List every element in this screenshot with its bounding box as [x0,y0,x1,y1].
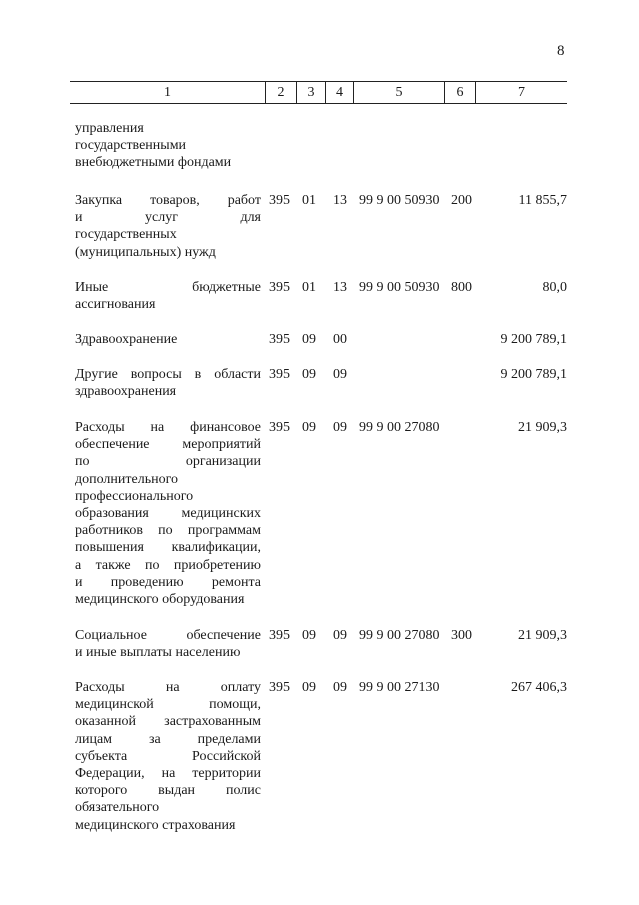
cell-subsection: 00 [333,332,347,347]
description-line: Закупка товаров, работ [75,193,261,208]
cell-target-article: 99 9 00 27080 [359,628,440,643]
cell-section: 01 [302,193,316,208]
cell-section: 09 [302,680,316,695]
cell-subsection: 13 [333,280,347,295]
description-line: и услуг для [75,210,261,226]
cell-section: 09 [302,332,316,347]
description-line: субъекта Российской [75,748,261,764]
cell-section: 01 [302,280,316,295]
description-line: здравоохранения [75,384,177,400]
description-line: работников по программам [75,523,261,539]
cell-target-article: 99 9 00 27080 [359,420,440,435]
description-line: и иные выплаты населению [75,645,241,661]
row-description [75,331,261,348]
cell-amount: 267 406,3 [511,680,567,695]
description-line: ассигнования [75,297,156,313]
cell-admin-code: 395 [269,367,290,382]
description-line: Другие вопросы в области [75,367,261,382]
cell-admin-code: 395 [269,280,290,295]
row-description [75,419,261,608]
cell-section: 09 [302,367,316,382]
description-line: и проведению ремонта [75,574,261,590]
description-line: по организации [75,454,261,470]
description-line: обязательного [75,800,160,816]
description-line: Расходы на финансовое [75,420,261,435]
cell-subsection: 09 [333,628,347,643]
cell-admin-code: 395 [269,680,290,695]
header-col-4: 4 [326,82,354,103]
description-line: внебюджетными фондами [75,155,232,171]
cell-subsection: 09 [333,420,347,435]
cell-amount: 21 909,3 [518,628,567,643]
row-description [75,366,261,400]
description-line: государственных [75,227,177,243]
description-line: лицам за пределами [75,731,261,747]
cell-target-article: 99 9 00 50930 [359,280,440,295]
description-line: государственными [75,138,187,154]
cell-amount: 11 855,7 [518,193,567,208]
row-description [75,679,261,834]
description-line: Здравоохранение [75,332,178,347]
cell-expense-type: 800 [451,280,472,295]
description-line: Иные бюджетные [75,280,261,295]
cell-amount: 21 909,3 [518,420,567,435]
cell-expense-type: 300 [451,628,472,643]
description-line: профессионального [75,488,194,504]
row-description [75,120,261,172]
cell-amount: 9 200 789,1 [500,367,567,382]
table-header [70,81,567,104]
cell-admin-code: 395 [269,332,290,347]
header-col-2: 2 [266,82,297,103]
description-line: обеспечение мероприятий [75,437,261,453]
description-line: Федерации, на территории [75,765,261,781]
description-line: которого выдан полис [75,783,261,799]
description-line: оказанной застрахованным [75,714,261,730]
description-line: Расходы на оплату [75,680,261,695]
description-line: медицинского страхования [75,817,236,833]
header-col-6: 6 [445,82,476,103]
cell-target-article: 99 9 00 50930 [359,193,440,208]
cell-admin-code: 395 [269,193,290,208]
description-line: повышения квалификации, [75,540,261,556]
description-line: медицинской помощи, [75,697,261,713]
row-description [75,279,261,313]
description-line: Социальное обеспечение [75,628,261,643]
cell-amount: 9 200 789,1 [500,332,567,347]
cell-admin-code: 395 [269,420,290,435]
cell-admin-code: 395 [269,628,290,643]
row-description [75,192,261,261]
description-line: образования медицинских [75,505,261,521]
cell-subsection: 13 [333,193,347,208]
cell-target-article: 99 9 00 27130 [359,680,440,695]
cell-expense-type: 200 [451,193,472,208]
header-col-5: 5 [354,82,445,103]
cell-amount: 80,0 [542,280,567,295]
cell-subsection: 09 [333,680,347,695]
page-number: 8 [557,43,565,59]
cell-section: 09 [302,628,316,643]
description-line: (муниципальных) нужд [75,244,216,260]
row-description [75,627,261,661]
description-line: а также по приобретению [75,557,261,573]
header-col-1: 1 [70,82,266,103]
cell-subsection: 09 [333,367,347,382]
description-line: управления [75,121,144,136]
cell-section: 09 [302,420,316,435]
description-line: дополнительного [75,471,178,487]
header-col-7: 7 [518,85,525,100]
description-line: медицинского оборудования [75,591,245,607]
header-col-3: 3 [297,82,326,103]
